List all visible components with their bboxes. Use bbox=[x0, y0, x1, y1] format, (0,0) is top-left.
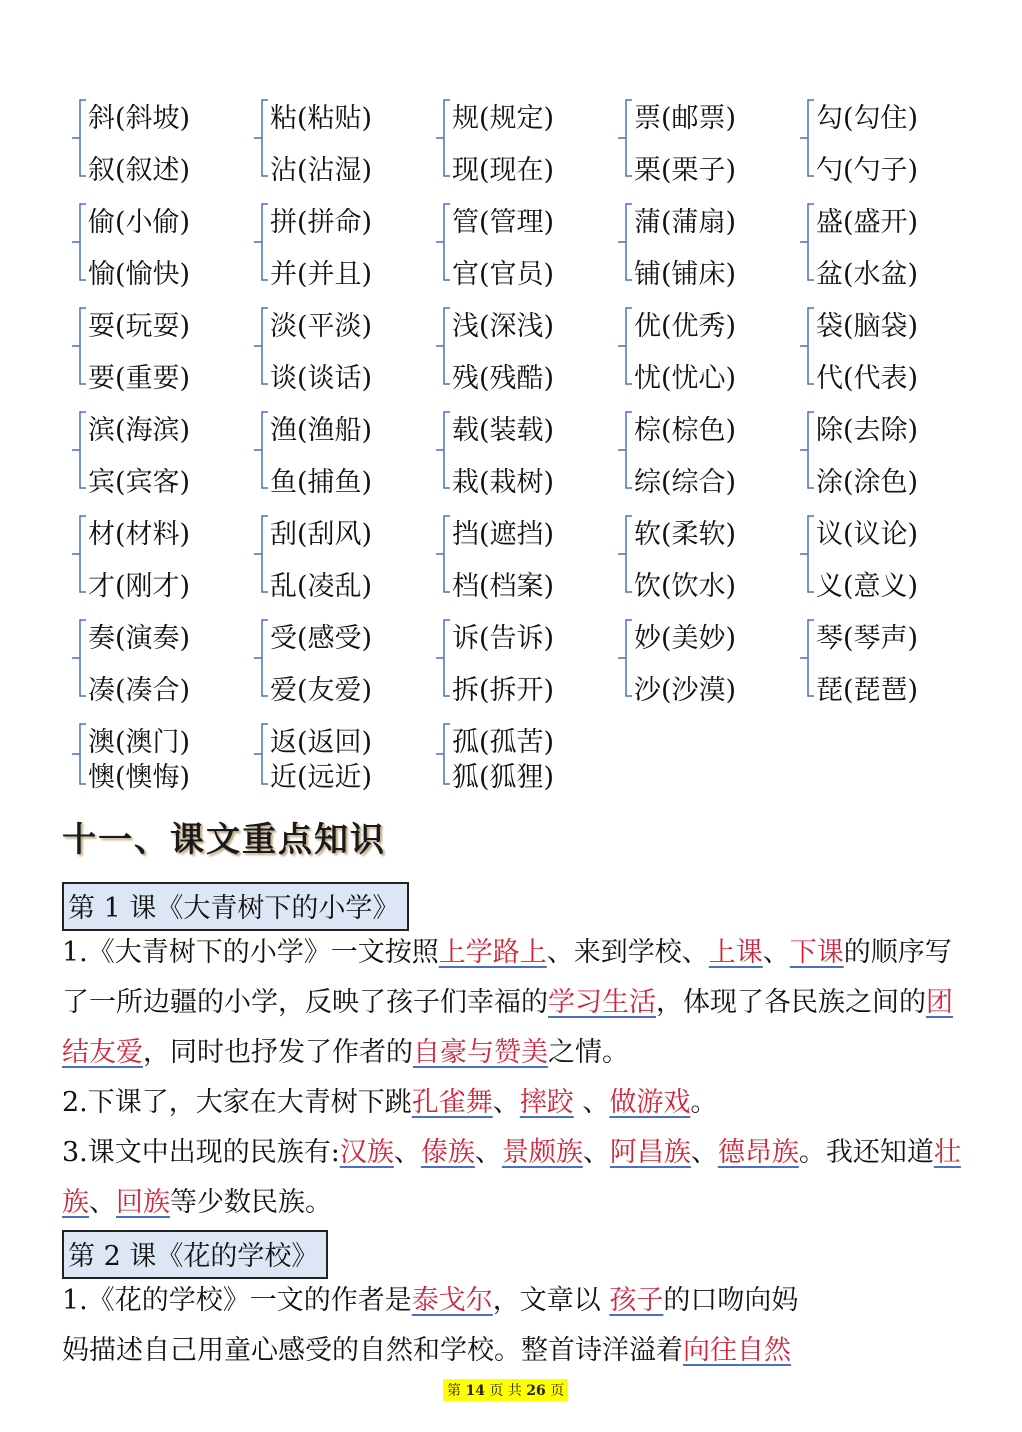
word-pair bbox=[70, 400, 245, 500]
brace-icon bbox=[70, 410, 88, 490]
word-pair bbox=[70, 504, 245, 604]
word-bottom: 栗(栗子) bbox=[634, 155, 737, 186]
word-pair bbox=[252, 192, 427, 292]
word-top: 除(去除) bbox=[816, 415, 919, 446]
word-bottom: 勺(勺子) bbox=[816, 155, 919, 186]
word-bottom: 残(残酷) bbox=[452, 363, 555, 394]
word-pair bbox=[252, 88, 427, 188]
body-text: 、 bbox=[690, 1137, 718, 1168]
page-footer bbox=[443, 1379, 568, 1401]
word-top: 票(邮票) bbox=[634, 103, 737, 134]
brace-icon bbox=[616, 618, 634, 698]
brace-icon bbox=[70, 202, 88, 282]
word-top: 受(感受) bbox=[270, 623, 373, 654]
brace-icon bbox=[70, 306, 88, 386]
footer-mid: 页 共 bbox=[489, 1383, 522, 1399]
word-pair bbox=[70, 712, 245, 812]
word-bottom: 叙(叙述) bbox=[88, 155, 191, 186]
word-pair bbox=[434, 504, 609, 604]
body-text: ，文章以 bbox=[492, 1285, 610, 1316]
word-bottom: 懊(懊悔) bbox=[88, 762, 191, 793]
body-text: 、 bbox=[762, 937, 790, 968]
section-title: 十一、课文重点知识 bbox=[62, 820, 386, 860]
word-pair bbox=[798, 400, 973, 500]
word-pair bbox=[70, 608, 245, 708]
brace-icon bbox=[798, 306, 816, 386]
brace-icon bbox=[252, 618, 270, 698]
answer-text: 自豪与赞美 bbox=[413, 1037, 548, 1068]
word-bottom: 义(意义) bbox=[816, 571, 919, 602]
word-bottom: 乱(凌乱) bbox=[270, 571, 373, 602]
word-bottom: 并(并且) bbox=[270, 259, 373, 290]
word-top: 返(返回) bbox=[270, 727, 373, 758]
word-pair bbox=[798, 192, 973, 292]
word-bottom: 忧(忧心) bbox=[634, 363, 737, 394]
word-pair bbox=[434, 712, 609, 812]
brace-icon bbox=[434, 306, 452, 386]
word-pair bbox=[252, 296, 427, 396]
footer-current-page: 14 bbox=[465, 1383, 485, 1399]
brace-icon bbox=[616, 410, 634, 490]
brace-icon bbox=[798, 98, 816, 178]
brace-icon bbox=[70, 722, 88, 786]
word-top: 奏(演奏) bbox=[88, 623, 191, 654]
word-top: 澳(澳门) bbox=[88, 727, 191, 758]
body-text: 、 bbox=[393, 1137, 421, 1168]
footer-prefix: 第 bbox=[447, 1383, 461, 1399]
word-bottom: 栽(栽树) bbox=[452, 467, 555, 498]
word-top: 优(优秀) bbox=[634, 311, 737, 342]
body-text: 、 bbox=[474, 1137, 502, 1168]
brace-icon bbox=[434, 618, 452, 698]
answer-text: 孩子 bbox=[609, 1285, 664, 1316]
word-bottom: 盆(水盆) bbox=[816, 259, 919, 290]
body-text: 等少数民族。 bbox=[170, 1187, 332, 1218]
word-pair bbox=[70, 88, 245, 188]
brace-icon bbox=[252, 98, 270, 178]
word-pair bbox=[616, 504, 791, 604]
word-pair bbox=[70, 192, 245, 292]
lesson-1-paragraph-2 bbox=[62, 1078, 962, 1128]
word-pair bbox=[616, 608, 791, 708]
answer-text: 上课 bbox=[708, 937, 763, 968]
word-pair bbox=[616, 88, 791, 188]
word-pair bbox=[798, 608, 973, 708]
word-top: 棕(棕色) bbox=[634, 415, 737, 446]
answer-text: 泰戈尔 bbox=[411, 1285, 493, 1316]
brace-icon bbox=[434, 410, 452, 490]
word-bottom: 沾(沾湿) bbox=[270, 155, 373, 186]
brace-icon bbox=[616, 202, 634, 282]
lesson-1-title: 第 1 课《大青树下的小学》 bbox=[62, 882, 409, 931]
answer-text: 向往自然 bbox=[683, 1335, 791, 1366]
brace-icon bbox=[70, 514, 88, 594]
word-top: 耍(玩耍) bbox=[88, 311, 191, 342]
lesson-2-paragraph-1b bbox=[62, 1326, 962, 1376]
word-top: 浅(深浅) bbox=[452, 311, 555, 342]
answer-text: 壮族 bbox=[62, 1137, 961, 1218]
body-text: 、来到学校、 bbox=[546, 937, 709, 968]
word-pair bbox=[798, 88, 973, 188]
body-text: 。我还知道 bbox=[798, 1137, 934, 1168]
body-text: 3.课文中出现的民族有: bbox=[62, 1137, 340, 1168]
word-bottom: 宾(宾客) bbox=[88, 467, 191, 498]
word-bottom: 愉(愉快) bbox=[88, 259, 191, 290]
body-text: 、 bbox=[573, 1087, 610, 1118]
word-bottom: 爱(友爱) bbox=[270, 675, 373, 706]
word-pair bbox=[798, 504, 973, 604]
answer-text: 团结友爱 bbox=[62, 987, 953, 1068]
word-pair bbox=[616, 400, 791, 500]
word-top: 刮(刮风) bbox=[270, 519, 373, 550]
word-pair bbox=[252, 608, 427, 708]
answer-text: 傣族 bbox=[420, 1137, 475, 1168]
lesson-1-paragraph-3 bbox=[62, 1128, 962, 1228]
brace-icon bbox=[252, 306, 270, 386]
brace-icon bbox=[798, 514, 816, 594]
brace-icon bbox=[434, 514, 452, 594]
word-pair bbox=[798, 296, 973, 396]
word-pair bbox=[434, 88, 609, 188]
brace-icon bbox=[798, 410, 816, 490]
word-bottom: 琵(琵琶) bbox=[816, 675, 919, 706]
word-bottom: 拆(拆开) bbox=[452, 675, 555, 706]
word-bottom: 才(刚才) bbox=[88, 571, 191, 602]
word-pair bbox=[434, 192, 609, 292]
word-top: 琴(琴声) bbox=[816, 623, 919, 654]
word-pair bbox=[434, 608, 609, 708]
word-bottom: 凑(凑合) bbox=[88, 675, 191, 706]
word-bottom: 狐(狐狸) bbox=[452, 762, 555, 793]
word-bottom: 铺(铺床) bbox=[634, 259, 737, 290]
word-pair bbox=[434, 296, 609, 396]
lesson-2-title: 第 2 课《花的学校》 bbox=[62, 1230, 328, 1279]
brace-icon bbox=[616, 98, 634, 178]
word-top: 拼(拼命) bbox=[270, 207, 373, 238]
word-top: 渔(渔船) bbox=[270, 415, 373, 446]
brace-icon bbox=[434, 98, 452, 178]
brace-icon bbox=[252, 722, 270, 786]
word-top: 滨(海滨) bbox=[88, 415, 191, 446]
body-text: ，体现了各民族之间的 bbox=[656, 987, 926, 1018]
word-top: 载(装载) bbox=[452, 415, 555, 446]
word-top: 盛(盛开) bbox=[816, 207, 919, 238]
answer-text: 景颇族 bbox=[501, 1137, 583, 1168]
brace-icon bbox=[70, 98, 88, 178]
word-top: 软(柔软) bbox=[634, 519, 737, 550]
answer-text: 摔跤 bbox=[519, 1087, 574, 1118]
word-pair bbox=[252, 504, 427, 604]
word-bottom: 现(现在) bbox=[452, 155, 555, 186]
body-text: ，同时也抒发了作者的 bbox=[143, 1037, 413, 1068]
answer-text: 德昂族 bbox=[717, 1137, 799, 1168]
word-top: 挡(遮挡) bbox=[452, 519, 555, 550]
word-bottom: 鱼(捕鱼) bbox=[270, 467, 373, 498]
brace-icon bbox=[252, 202, 270, 282]
word-top: 袋(脑袋) bbox=[816, 311, 919, 342]
brace-icon bbox=[252, 410, 270, 490]
answer-text: 回族 bbox=[116, 1187, 170, 1218]
word-top: 议(议论) bbox=[816, 519, 919, 550]
word-top: 妙(美妙) bbox=[634, 623, 737, 654]
answer-text: 下课 bbox=[789, 937, 844, 968]
body-text: 的口吻向妈 bbox=[663, 1285, 799, 1316]
word-bottom: 档(档案) bbox=[452, 571, 555, 602]
brace-icon bbox=[616, 514, 634, 594]
body-text: 1.《花的学校》一文的作者是 bbox=[62, 1285, 412, 1316]
answer-text: 上学路上 bbox=[438, 937, 547, 968]
word-pair bbox=[616, 192, 791, 292]
word-top: 偷(小偷) bbox=[88, 207, 191, 238]
word-bottom: 谈(谈话) bbox=[270, 363, 373, 394]
word-bottom: 涂(涂色) bbox=[816, 467, 919, 498]
word-top: 孤(孤苦) bbox=[452, 727, 555, 758]
answer-text: 孔雀舞 bbox=[411, 1087, 493, 1118]
brace-icon bbox=[434, 722, 452, 786]
word-bottom: 饮(饮水) bbox=[634, 571, 737, 602]
footer-total-pages: 26 bbox=[526, 1383, 546, 1399]
word-bottom: 综(综合) bbox=[634, 467, 737, 498]
body-text: 、 bbox=[582, 1137, 610, 1168]
word-bottom: 代(代表) bbox=[816, 363, 919, 394]
body-text: 。 bbox=[690, 1087, 718, 1118]
word-pair bbox=[70, 296, 245, 396]
brace-icon bbox=[434, 202, 452, 282]
footer-suffix: 页 bbox=[550, 1383, 565, 1399]
body-text: 2.下课了，大家在大青树下跳 bbox=[62, 1087, 412, 1118]
brace-icon bbox=[616, 306, 634, 386]
word-top: 材(材料) bbox=[88, 519, 191, 550]
brace-icon bbox=[252, 514, 270, 594]
body-text: 的顺序写了一所边疆的小学，反映了孩子们幸福的 bbox=[62, 937, 952, 1018]
word-pair bbox=[252, 400, 427, 500]
lesson-1-paragraph-1 bbox=[62, 928, 962, 1078]
body-text: 之情。 bbox=[548, 1037, 629, 1068]
word-bottom: 沙(沙漠) bbox=[634, 675, 737, 706]
lesson-2-paragraph-1a bbox=[62, 1276, 962, 1326]
word-pair bbox=[434, 400, 609, 500]
word-bottom: 近(远近) bbox=[270, 762, 373, 793]
answer-text: 做游戏 bbox=[609, 1087, 691, 1118]
word-top: 淡(平淡) bbox=[270, 311, 373, 342]
word-top: 规(规定) bbox=[452, 103, 555, 134]
word-top: 勾(勾住) bbox=[816, 103, 919, 134]
word-top: 粘(粘贴) bbox=[270, 103, 373, 134]
body-text: 1.《大青树下的小学》一文按照 bbox=[62, 937, 439, 968]
word-bottom: 官(官员) bbox=[452, 259, 555, 290]
word-pair bbox=[252, 712, 427, 812]
body-text: 妈描述自己用童心感受的自然和学校。整首诗洋溢着 bbox=[62, 1335, 683, 1366]
word-bottom: 要(重要) bbox=[88, 363, 191, 394]
body-text: 、 bbox=[492, 1087, 520, 1118]
word-pair bbox=[616, 296, 791, 396]
word-top: 斜(斜坡) bbox=[88, 103, 191, 134]
brace-icon bbox=[798, 618, 816, 698]
word-top: 蒲(蒲扇) bbox=[634, 207, 737, 238]
word-top: 管(管理) bbox=[452, 207, 555, 238]
brace-icon bbox=[798, 202, 816, 282]
answer-text: 阿昌族 bbox=[609, 1137, 691, 1168]
answer-text: 学习生活 bbox=[548, 987, 656, 1018]
word-top: 诉(告诉) bbox=[452, 623, 555, 654]
brace-icon bbox=[70, 618, 88, 698]
answer-text: 汉族 bbox=[339, 1137, 394, 1168]
body-text: 、 bbox=[89, 1187, 116, 1218]
